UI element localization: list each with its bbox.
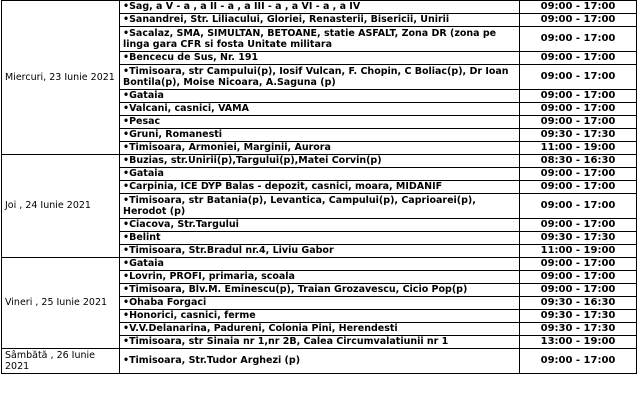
time-interval-cell: 09:00 - 17:00 bbox=[520, 349, 637, 374]
location-cell: •Gruni, Romanesti bbox=[120, 129, 520, 142]
location-cell: •Sag, a V - a , a II - a , a III - a , a VI - a , a IV bbox=[120, 1, 520, 14]
location-cell: •Sanandrei, Str. Liliacului, Gloriei, Renasterii, Bisericii, Unirii bbox=[120, 14, 520, 27]
location-cell: •Timisoara, Str.Tudor Arghezi (p) bbox=[120, 349, 520, 374]
time-interval-cell: 09:30 - 16:30 bbox=[520, 297, 637, 310]
schedule-body bbox=[2, 1, 637, 374]
time-interval-cell: 11:00 - 19:00 bbox=[520, 142, 637, 155]
time-interval-cell: 09:00 - 17:00 bbox=[520, 284, 637, 297]
table-row bbox=[2, 349, 637, 374]
time-interval-cell: 09:00 - 17:00 bbox=[520, 65, 637, 90]
time-interval-cell: 11:00 - 19:00 bbox=[520, 245, 637, 258]
location-cell: •Timisoara, str Sinaia nr 1,nr 2B, Calea Circumvalatiunii nr 1 bbox=[120, 336, 520, 349]
time-interval-cell: 09:00 - 17:00 bbox=[520, 168, 637, 181]
location-cell: •Timisoara, str Batania(p), Levantica, Campului(p), Caprioarei(p), Herodot (p) bbox=[120, 194, 520, 219]
table-row bbox=[2, 1, 637, 14]
location-cell: •Belint bbox=[120, 232, 520, 245]
location-cell: •Honorici, casnici, ferme bbox=[120, 310, 520, 323]
time-interval-cell: 09:00 - 17:00 bbox=[520, 14, 637, 27]
time-interval-cell: 09:30 - 17:30 bbox=[520, 310, 637, 323]
day-cell: Miercuri, 23 Iunie 2021 bbox=[2, 1, 120, 155]
time-interval-cell: 09:00 - 17:00 bbox=[520, 271, 637, 284]
time-interval-cell: 08:30 - 16:30 bbox=[520, 155, 637, 168]
time-interval-cell: 09:00 - 17:00 bbox=[520, 27, 637, 52]
location-cell: •Buzias, str.Unirii(p),Targului(p),Matei Corvin(p) bbox=[120, 155, 520, 168]
time-interval-cell: 09:30 - 17:30 bbox=[520, 232, 637, 245]
location-cell: •Ohaba Forgaci bbox=[120, 297, 520, 310]
table-row bbox=[2, 258, 637, 271]
table-row bbox=[2, 155, 637, 168]
location-cell: •Gataia bbox=[120, 168, 520, 181]
time-interval-cell: 09:00 - 17:00 bbox=[520, 258, 637, 271]
time-interval-cell: 09:00 - 17:00 bbox=[520, 116, 637, 129]
time-interval-cell: 13:00 - 19:00 bbox=[520, 336, 637, 349]
day-cell: Joi , 24 Iunie 2021 bbox=[2, 155, 120, 258]
location-cell: •Ciacova, Str.Targului bbox=[120, 219, 520, 232]
time-interval-cell: 09:00 - 17:00 bbox=[520, 90, 637, 103]
time-interval-cell: 09:30 - 17:30 bbox=[520, 323, 637, 336]
location-cell: •Carpinia, ICE DYP Balas - depozit, casnici, moara, MIDANIF bbox=[120, 181, 520, 194]
time-interval-cell: 09:00 - 17:00 bbox=[520, 194, 637, 219]
location-cell: •Gataia bbox=[120, 90, 520, 103]
time-interval-cell: 09:00 - 17:00 bbox=[520, 52, 637, 65]
location-cell: •Pesac bbox=[120, 116, 520, 129]
location-cell: •Timisoara, str Campului(p), Iosif Vulcan, F. Chopin, C Boliac(p), Dr Ioan Bontila(p), Moise Nicoara, A.Saguna (p) bbox=[120, 65, 520, 90]
location-cell: •Timisoara, Blv.M. Eminescu(p), Traian Grozavescu, Cicio Pop(p) bbox=[120, 284, 520, 297]
time-interval-cell: 09:00 - 17:00 bbox=[520, 103, 637, 116]
day-cell: Vineri , 25 Iunie 2021 bbox=[2, 258, 120, 349]
location-cell: •V.V.Delanarina, Padureni, Colonia Pini, Herendesti bbox=[120, 323, 520, 336]
location-cell: •Gataia bbox=[120, 258, 520, 271]
location-cell: •Timisoara, Str.Bradul nr.4, Liviu Gabor bbox=[120, 245, 520, 258]
location-cell: •Lovrin, PROFI, primaria, scoala bbox=[120, 271, 520, 284]
outage-schedule-table bbox=[1, 0, 637, 374]
location-cell: •Valcani, casnici, VAMA bbox=[120, 103, 520, 116]
location-cell: •Bencecu de Sus, Nr. 191 bbox=[120, 52, 520, 65]
time-interval-cell: 09:30 - 17:30 bbox=[520, 129, 637, 142]
location-cell: •Timisoara, Armoniei, Marginii, Aurora bbox=[120, 142, 520, 155]
time-interval-cell: 09:00 - 17:00 bbox=[520, 219, 637, 232]
day-cell: Sâmbătă , 26 Iunie 2021 bbox=[2, 349, 120, 374]
time-interval-cell: 09:00 - 17:00 bbox=[520, 181, 637, 194]
time-interval-cell: 09:00 - 17:00 bbox=[520, 1, 637, 14]
location-cell: •Sacalaz, SMA, SIMULTAN, BETOANE, statie ASFALT, Zona DR (zona pe linga gara CFR si fosta Unitate militara bbox=[120, 27, 520, 52]
